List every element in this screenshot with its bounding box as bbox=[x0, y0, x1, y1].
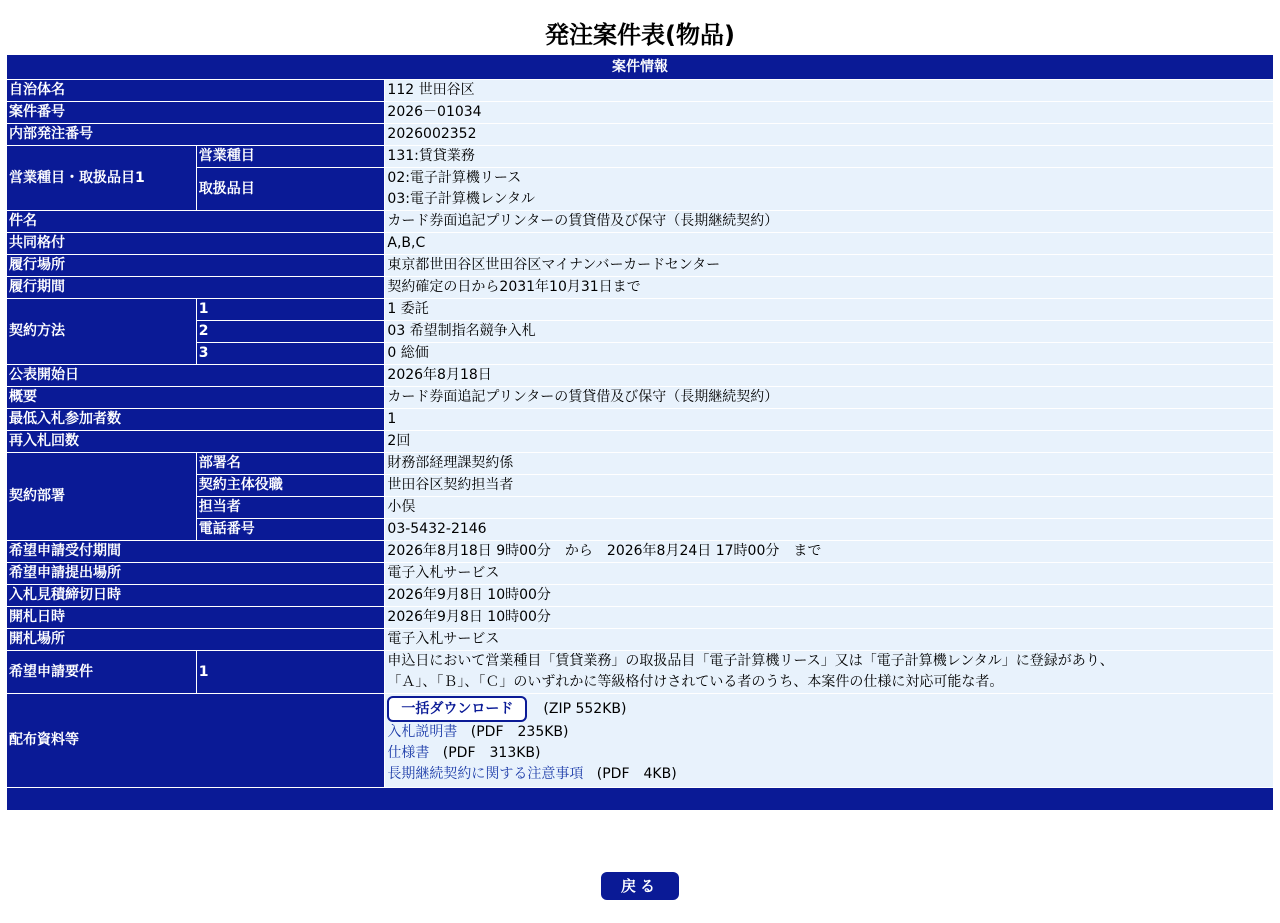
row-label: 契約方法 bbox=[7, 299, 196, 364]
table-row bbox=[7, 255, 1273, 276]
row-value: 1 委託 bbox=[385, 299, 1273, 320]
row-value: 2026年8月18日 bbox=[385, 365, 1273, 386]
table-row bbox=[7, 168, 1273, 210]
row-label: 案件番号 bbox=[7, 102, 384, 123]
row-label: 配布資料等 bbox=[7, 694, 384, 787]
row-value: 1 bbox=[385, 409, 1273, 430]
table-row bbox=[7, 387, 1273, 408]
sub-label: 取扱品目 bbox=[197, 168, 385, 210]
item-line: 03:電子計算機レンタル bbox=[387, 191, 536, 207]
row-value: 2026002352 bbox=[385, 124, 1273, 145]
row-label: 自治体名 bbox=[7, 80, 384, 101]
row-value: 0 総価 bbox=[385, 343, 1273, 364]
case-info-table bbox=[6, 54, 1274, 811]
row-label: 開札日時 bbox=[7, 607, 384, 628]
row-value: 2回 bbox=[385, 431, 1273, 452]
table-row bbox=[7, 475, 1273, 496]
section-header: 案件情報 bbox=[7, 55, 1273, 79]
row-value: 電子入札サービス bbox=[385, 629, 1273, 650]
row-value: 東京都世田谷区世田谷区マイナンバーカードセンター bbox=[385, 255, 1273, 276]
attachments-cell bbox=[385, 694, 1273, 787]
sub-label: 1 bbox=[197, 651, 385, 693]
table-row bbox=[7, 211, 1273, 232]
requirement-line: 「Ａ」、「Ｂ」、「Ｃ」のいずれかに等級格付けされている者のうち、本案件の仕様に対応可能な者。 bbox=[387, 674, 1004, 690]
row-value: 契約確定の日から2031年10月31日まで bbox=[385, 277, 1273, 298]
table-row bbox=[7, 80, 1273, 101]
file-size: (PDF 235KB) bbox=[470, 724, 569, 740]
bulk-download-button[interactable]: 一括ダウンロード bbox=[387, 696, 527, 722]
table-row bbox=[7, 694, 1273, 787]
row-value: 2026年9月8日 10時00分 bbox=[385, 585, 1273, 606]
row-value: A,B,C bbox=[385, 233, 1273, 254]
table-row bbox=[7, 519, 1273, 540]
row-value: カード券面追記プリンターの賃貸借及び保守（長期継続契約） bbox=[385, 387, 1273, 408]
table-row bbox=[7, 124, 1273, 145]
sub-label: 1 bbox=[197, 299, 385, 320]
table-footer-bar bbox=[7, 788, 1273, 810]
row-value: 2026－01034 bbox=[385, 102, 1273, 123]
row-value bbox=[385, 651, 1273, 693]
row-label: 履行場所 bbox=[7, 255, 384, 276]
row-value: 112 世田谷区 bbox=[385, 80, 1273, 101]
row-value: 電子入札サービス bbox=[385, 563, 1273, 584]
table-row bbox=[7, 409, 1273, 430]
sub-label: 電話番号 bbox=[197, 519, 385, 540]
file-size: (PDF 4KB) bbox=[596, 766, 677, 782]
table-row bbox=[7, 651, 1273, 693]
row-value: 03-5432-2146 bbox=[385, 519, 1273, 540]
row-value: 2026年9月8日 10時00分 bbox=[385, 607, 1273, 628]
sub-label: 部署名 bbox=[197, 453, 385, 474]
row-value: カード券面追記プリンターの賃貸借及び保守（長期継続契約） bbox=[385, 211, 1273, 232]
row-label: 希望申請提出場所 bbox=[7, 563, 384, 584]
row-label: 契約部署 bbox=[7, 453, 196, 540]
requirement-line: 申込日において営業種目「賃貸業務」の取扱品目「電子計算機リース」又は「電子計算機レンタル」に登録があり、 bbox=[387, 653, 1114, 669]
table-row bbox=[7, 585, 1273, 606]
table-row bbox=[7, 607, 1273, 628]
row-value: 131:賃貸業務 bbox=[385, 146, 1273, 167]
file-link[interactable]: 長期継続契約に関する注意事項 bbox=[387, 766, 584, 782]
row-label: 開札場所 bbox=[7, 629, 384, 650]
sub-label: 担当者 bbox=[197, 497, 385, 518]
row-label: 入札見積締切日時 bbox=[7, 585, 384, 606]
row-label: 内部発注番号 bbox=[7, 124, 384, 145]
table-row bbox=[7, 343, 1273, 364]
row-label: 履行期間 bbox=[7, 277, 384, 298]
file-link[interactable]: 入札説明書 bbox=[387, 724, 458, 740]
row-label: 件名 bbox=[7, 211, 384, 232]
table-row bbox=[7, 497, 1273, 518]
sub-label: 営業種目 bbox=[197, 146, 385, 167]
row-label: 希望申請受付期間 bbox=[7, 541, 384, 562]
table-row bbox=[7, 299, 1273, 320]
row-label: 最低入札参加者数 bbox=[7, 409, 384, 430]
item-line: 02:電子計算機リース bbox=[387, 170, 522, 186]
table-row bbox=[7, 277, 1273, 298]
row-label: 公表開始日 bbox=[7, 365, 384, 386]
table-row bbox=[7, 233, 1273, 254]
file-item bbox=[387, 722, 1271, 743]
table-row bbox=[7, 146, 1273, 167]
file-size: (PDF 313KB) bbox=[442, 745, 541, 761]
file-item bbox=[387, 743, 1271, 764]
table-row bbox=[7, 321, 1273, 342]
row-value: 2026年8月18日 9時00分 から 2026年8月24日 17時00分 まで bbox=[385, 541, 1273, 562]
file-link[interactable]: 仕様書 bbox=[387, 745, 430, 761]
row-label: 希望申請要件 bbox=[7, 651, 196, 693]
back-button[interactable]: 戻る bbox=[601, 872, 679, 900]
table-row bbox=[7, 431, 1273, 452]
sub-label: 契約主体役職 bbox=[197, 475, 385, 496]
row-label: 営業種目・取扱品目1 bbox=[7, 146, 196, 210]
table-row bbox=[7, 563, 1273, 584]
table-row bbox=[7, 102, 1273, 123]
row-label: 共同格付 bbox=[7, 233, 384, 254]
row-value: 財務部経理課契約係 bbox=[385, 453, 1273, 474]
file-size: (ZIP 552KB) bbox=[543, 701, 627, 717]
back-area bbox=[0, 872, 1280, 900]
row-value: 03 希望制指名競争入札 bbox=[385, 321, 1273, 342]
file-item bbox=[387, 764, 1271, 785]
table-row bbox=[7, 365, 1273, 386]
sub-label: 3 bbox=[197, 343, 385, 364]
page-title: 発注案件表(物品) bbox=[545, 21, 735, 49]
row-value: 世田谷区契約担当者 bbox=[385, 475, 1273, 496]
row-label: 概要 bbox=[7, 387, 384, 408]
table-row bbox=[7, 629, 1273, 650]
bulk-download bbox=[387, 696, 1271, 722]
sub-label: 2 bbox=[197, 321, 385, 342]
table-row bbox=[7, 453, 1273, 474]
table-row bbox=[7, 541, 1273, 562]
row-label: 再入札回数 bbox=[7, 431, 384, 452]
row-value bbox=[385, 168, 1273, 210]
row-value: 小俣 bbox=[385, 497, 1273, 518]
